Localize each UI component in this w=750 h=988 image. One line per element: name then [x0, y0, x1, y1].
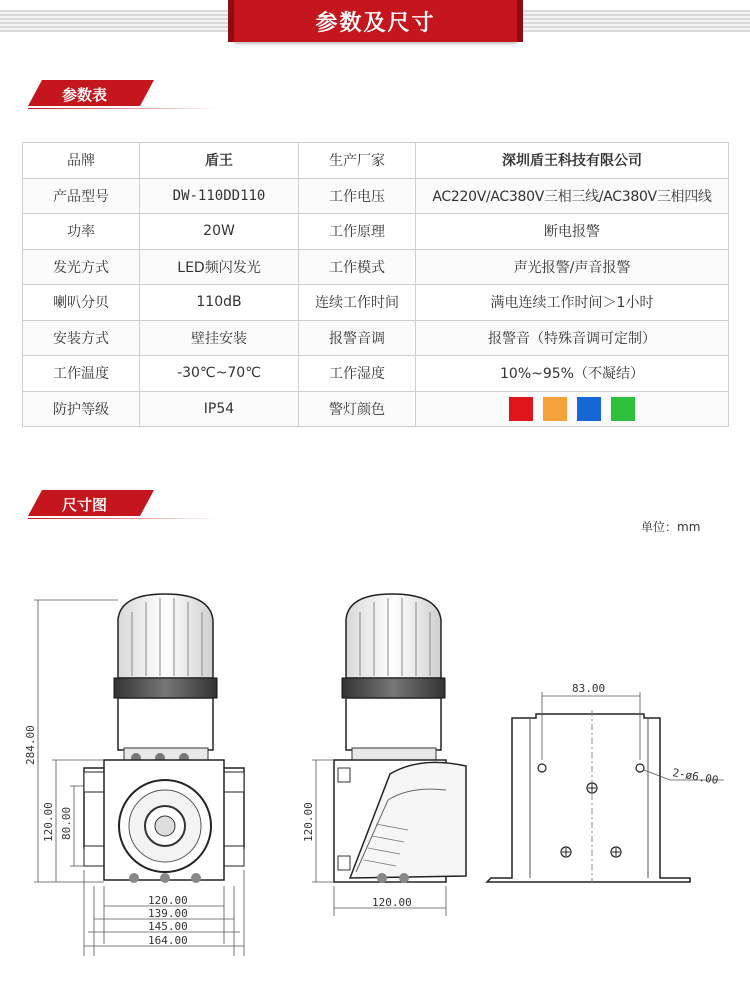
- param-value: 盾王: [140, 143, 299, 179]
- param-label: 工作温度: [23, 356, 140, 392]
- param-label: 防护等级: [23, 391, 140, 427]
- param-label: 工作原理: [299, 214, 416, 250]
- section-divider: [28, 518, 218, 519]
- param-value: 报警音（特殊音调可定制）: [416, 320, 729, 356]
- param-value: IP54: [140, 391, 299, 427]
- param-label: 品牌: [23, 143, 140, 179]
- params-row: [23, 285, 729, 321]
- dim-width-2: 139.00: [148, 907, 188, 920]
- param-label: 安装方式: [23, 320, 140, 356]
- param-label: 产品型号: [23, 178, 140, 214]
- dim-hole-spacing: 83.00: [572, 682, 606, 695]
- param-value: 壁挂安装: [140, 320, 299, 356]
- dimension-drawing: [0, 560, 750, 988]
- param-label: 生产厂家: [299, 143, 416, 179]
- color-swatch: [543, 397, 567, 421]
- param-label: 功率: [23, 214, 140, 250]
- section-tag-dims: [28, 490, 218, 522]
- param-value: 声光报警/声音报警: [416, 249, 729, 285]
- param-value: 满电连续工作时间＞1小时: [416, 285, 729, 321]
- dim-width-3: 145.00: [148, 920, 188, 933]
- param-label: 连续工作时间: [299, 285, 416, 321]
- params-row: [23, 214, 729, 250]
- params-row: [23, 143, 729, 179]
- front-view: [24, 594, 244, 956]
- param-value: 110dB: [140, 285, 299, 321]
- params-row: [23, 249, 729, 285]
- param-value: 深圳盾王科技有限公司: [416, 143, 729, 179]
- params-table: [22, 142, 729, 427]
- param-label: 报警音调: [299, 320, 416, 356]
- dim-width-1: 120.00: [148, 894, 188, 907]
- param-value: 10%~95%（不凝结）: [416, 356, 729, 392]
- params-row: [23, 178, 729, 214]
- dim-height-total: 284.00: [24, 725, 37, 765]
- page-title: 参数及尺寸: [234, 0, 517, 42]
- mount-view: [487, 682, 724, 882]
- color-swatch: [509, 397, 533, 421]
- side-view: [302, 594, 466, 916]
- param-label: 警灯颜色: [299, 391, 416, 427]
- params-row: [23, 356, 729, 392]
- params-row: [23, 320, 729, 356]
- params-row: [23, 391, 729, 427]
- param-value: AC220V/AC380V三相三线/AC380V三相四线: [416, 178, 729, 214]
- dim-width-4: 164.00: [148, 934, 188, 947]
- dim-side-width: 120.00: [372, 896, 412, 909]
- param-value: -30℃~70℃: [140, 356, 299, 392]
- section-title-params: 参数表: [62, 86, 108, 104]
- param-value: DW-110DD110: [140, 178, 299, 214]
- param-value: 20W: [140, 214, 299, 250]
- section-tag-params: [28, 80, 218, 112]
- section-title-dims: 尺寸图: [62, 496, 108, 514]
- color-swatch: [577, 397, 601, 421]
- dim-hole-note: 2-ø6.00: [671, 766, 720, 788]
- section-divider: [28, 108, 218, 109]
- param-label: 发光方式: [23, 249, 140, 285]
- color-swatch: [611, 397, 635, 421]
- param-label: 工作模式: [299, 249, 416, 285]
- param-value: LED频闪发光: [140, 249, 299, 285]
- param-label: 工作电压: [299, 178, 416, 214]
- dim-height-body: 120.00: [42, 802, 55, 842]
- dim-side-height: 120.00: [302, 802, 315, 842]
- top-banner: [0, 0, 750, 42]
- unit-label: 单位：mm: [641, 520, 701, 534]
- param-label: 喇叭分贝: [23, 285, 140, 321]
- dim-height-inner: 80.00: [60, 806, 73, 840]
- light-color-swatches: [416, 391, 729, 427]
- param-label: 工作湿度: [299, 356, 416, 392]
- param-value: 断电报警: [416, 214, 729, 250]
